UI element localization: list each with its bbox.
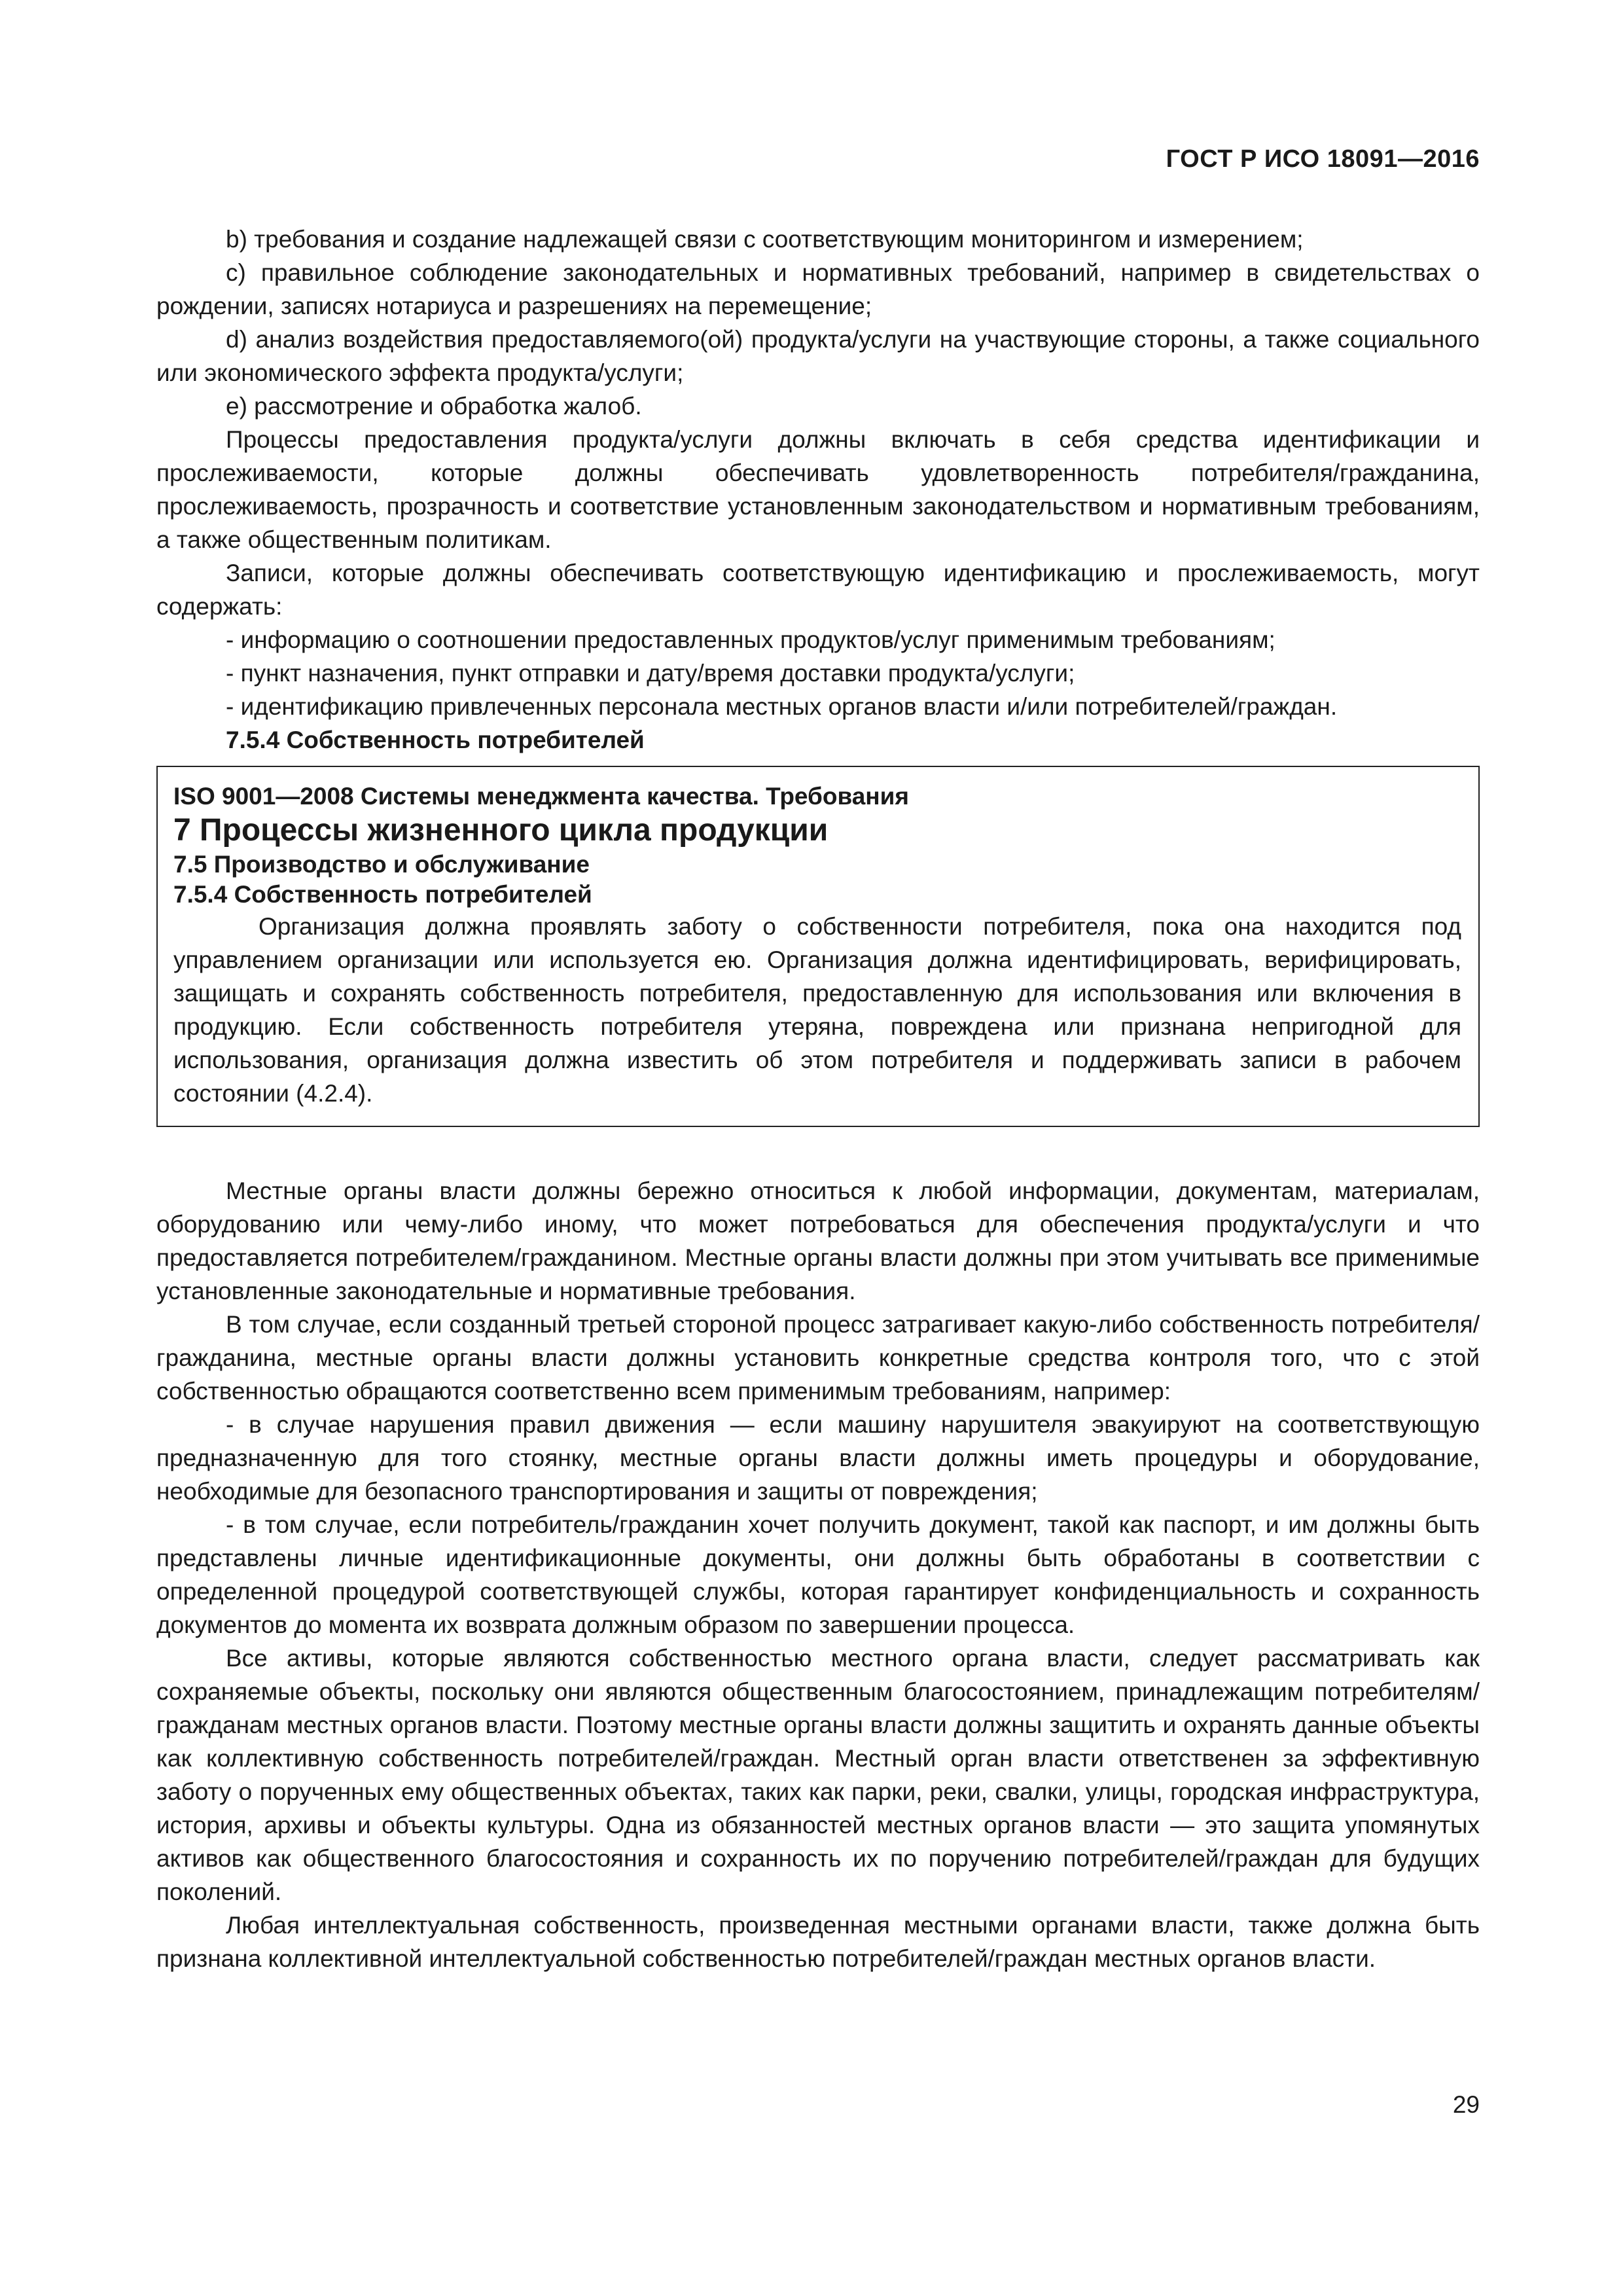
list-item-c: c) правильное соблюдение законодательных и нормативных требований, например в свидетельствах о рождении, записях нотариуса и разрешениях на перемещение; [156,259,1480,319]
quote-clause-text: Организация должна проявлять заботу о собственности потребителя, пока она находится под управлением организации или используется ею. Организация должна идентифицировать, верифицировать, защищать и сохранять собственность потребителя, предоставленную для использования или включения в продукцию. Если собственность потребителя утеряна, повреждена или признана непригодной для использования, организация должна известить об этом потребителя и поддерживать записи в рабочем состоянии (4.2.4). [173,913,1461,1107]
paragraph-local-authorities-2: В том случае, если созданный третьей стороной процесс затрагивает какую-либо собственность потребителя/гражданина, местные органы власти должны установить конкретные средства контроля того, что с этой собственностью обращаются соответственно всем применимым требованиям, например: [156,1311,1480,1405]
standard-code-header: ГОСТ Р ИСО 18091—2016 [1166,145,1480,173]
list-item-d: d) анализ воздействия предоставляемого(ой) продукта/услуги на участвующие стороны, а также социального или экономического эффекта продукта/услуги; [156,326,1480,386]
paragraph-local-authorities-1: Местные органы власти должны бережно относиться к любой информации, документам, материалам, оборудованию или чему-либо иному, что может потребоваться для обеспечения продукта/услуги и что предоставляется потребителем/гражданином. Местные органы власти должны при этом учитывать все применимые установленные законодательные и нормативные требования. [156,1177,1480,1304]
paragraph-assets: Все активы, которые являются собственностью местного органа власти, следует рассматривать как сохраняемые объекты, поскольку они являются общественным благосостоянием, принадлежащим потребителям/гражданам местных органов власти. Поэтому местные органы власти должны защитить и охранять данные объекты как коллективную собственность потребителей/граждан. Местный орган власти ответственен за эффективную заботу о порученных ему общественных объектах, таких как парки, реки, свалки, улицы, городская инфраструктура, история, архивы и объекты культуры. Одна из обязанностей местных органов власти — это защита упомянутых активов как общественного благосостояния и сохранность их по поручению потребителей/граждан для будущих поколений. [156,1645,1480,1905]
quote-subsection-heading: 7.5 Производство и обслуживание [173,851,590,878]
list-item-b: b) требования и создание надлежащей связи с соответствующим мониторингом и измерением; [226,226,1304,253]
dash-item-example-2: - в том случае, если потребитель/гражданин хочет получить документ, такой как паспорт, и им должны быть представлены личные идентификационные документы, они должны быть обработаны в соответствии с определенной процедурой соответствующей службы, которая гарантирует конфиденциальность и сохранность документов до момента их возврата должным образом по завершении процесса. [156,1511,1480,1638]
paragraph-records: Записи, которые должны обеспечивать соответствующую идентификацию и прослеживаемость, могут содержать: [156,560,1480,620]
list-item-e: e) рассмотрение и обработка жалоб. [226,393,642,420]
paragraph-processes: Процессы предоставления продукта/услуги должны включать в себя средства идентификации и прослеживаемости, которые должны обеспечивать удовлетворенность потребителя/гражданина, прослеживаемость, прозрачность и соответствие установленным законодательством и нормативным требованиям, а также общественным политикам. [156,426,1480,553]
quote-chapter-heading: 7 Процессы жизненного цикла продукции [173,813,829,848]
dash-item-records-3: - идентификацию привлеченных персонала местных органов власти и/или потребителей/граждан. [226,693,1338,720]
paragraph-intellectual-property: Любая интеллектуальная собственность, произведенная местными органами власти, также должна быть признана коллективной интеллектуальной собственностью потребителей/граждан местных органов власти. [156,1912,1480,1972]
page-number: 29 [1452,2091,1480,2118]
quote-clause-heading: 7.5.4 Собственность потребителей [173,881,592,908]
dash-item-records-2: - пункт назначения, пункт отправки и дату/время доставки продукта/услуги; [226,660,1075,687]
document-page [156,0,1480,2296]
dash-item-example-1: - в случае нарушения правил движения — если машину нарушителя эвакуируют на соответствующую предназначенную для того стоянку, местные органы власти должны иметь процедуры и оборудование, необходимые для безопасного транспортирования и защиты от повреждения; [156,1411,1480,1505]
quote-standard-title: ISO 9001—2008 Системы менеджмента качества. Требования [173,783,909,810]
document-body [156,223,1480,1975]
section-heading: 7.5.4 Собственность потребителей [226,726,645,753]
dash-item-records-1: - информацию о соотношении предоставленных продуктов/услуг применимым требованиям; [226,626,1275,653]
iso-quote-box [156,766,1480,1127]
